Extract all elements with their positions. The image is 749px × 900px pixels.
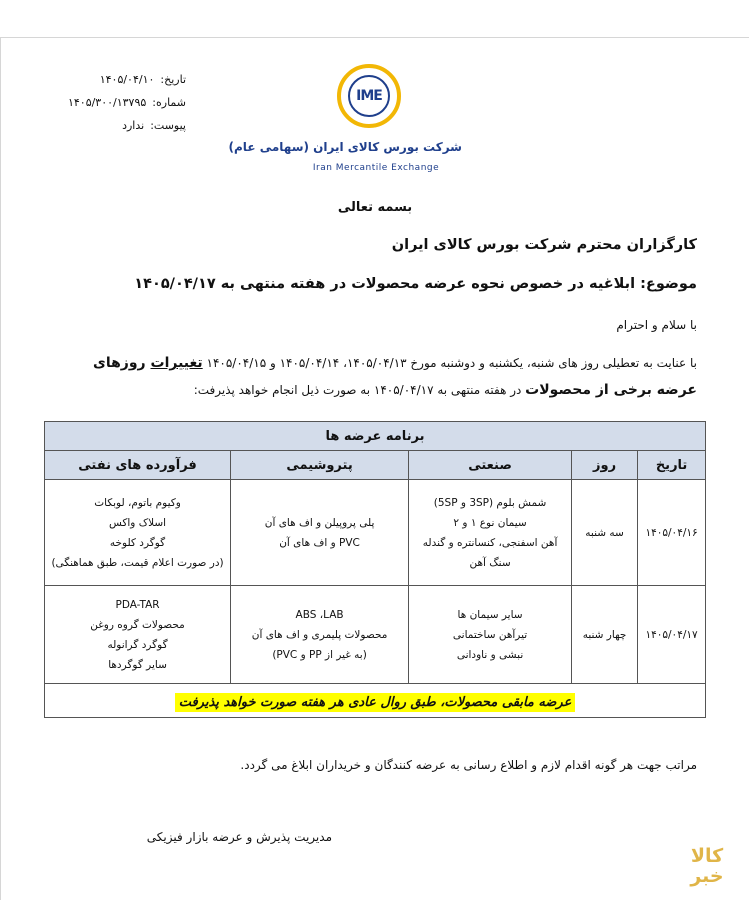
page-border-top	[0, 37, 749, 38]
addressee: کارگزاران محترم شرکت بورس کالای ایران	[391, 237, 697, 253]
list-item: نبشی و ناودانی	[456, 648, 524, 661]
footer-note: عرضه مابقی محصولات، طبق روال عادی هر هفته صورت خواهد پذیرفت	[175, 693, 576, 712]
list-item: سنگ آهن	[469, 556, 511, 569]
row-oil-products	[45, 480, 231, 586]
meta-attachment-label: پیوست:	[150, 119, 186, 132]
table-title: برنامه عرضه ها	[45, 422, 706, 451]
row-petrochemical	[231, 586, 409, 684]
list-item: (به غیر از PP و PVC)	[272, 648, 367, 661]
header-industrial: صنعتی	[409, 451, 572, 480]
row-day: سه شنبه	[572, 480, 638, 586]
greeting: با سلام و احترام	[616, 318, 697, 332]
meta-number-label: شماره:	[152, 96, 186, 109]
row-day: چهار شنبه	[572, 586, 638, 684]
page-border-left	[0, 37, 1, 900]
meta-number	[66, 91, 186, 114]
logo-emblem	[348, 75, 390, 117]
list-item: محصولات پلیمری و اف های آن	[251, 628, 388, 641]
logo-name-en: Iran Mercantile Exchange	[312, 163, 440, 173]
table-header-row	[45, 451, 706, 480]
logo-mark: IME	[356, 88, 382, 104]
meta-date-label: تاریخ:	[160, 73, 186, 86]
offering-schedule-table	[44, 421, 706, 718]
list-item: گوگرد گرانوله	[107, 638, 168, 651]
list-item: شمش بلوم (3SP و 5SP)	[433, 496, 547, 509]
body-part-2: در هفته منتهی به ۱۴۰۵/۰۴/۱۷ به صورت ذیل انجام خواهد پذیرفت:	[193, 383, 526, 397]
header-day: روز	[572, 451, 638, 480]
letter-meta	[66, 68, 186, 137]
logo-ring-icon	[337, 64, 401, 128]
row-petrochemical	[231, 480, 409, 586]
watermark-line-2: خبر	[690, 865, 724, 887]
meta-number-value: ۱۴۰۵/۳۰۰/۱۳۷۹۵	[67, 96, 147, 109]
row-date: ۱۴۰۵/۰۴/۱۶	[638, 480, 706, 586]
list-item: سیمان نوع ۱ و ۲	[453, 516, 527, 529]
body-bold-days: روزهای عرضه برخی از محصولات	[93, 355, 697, 398]
list-item: سایر گوگردها	[108, 658, 167, 671]
meta-attachment	[66, 114, 186, 137]
table-row	[45, 480, 706, 586]
signature: مدیریت پذیرش و عرضه بازار فیزیکی	[146, 830, 332, 844]
list-item: پلی پروپیلن و اف های آن	[264, 516, 375, 529]
row-industrial	[409, 586, 572, 684]
list-item: ABS ،LAB	[295, 608, 344, 621]
table-row	[45, 586, 706, 684]
list-item: (در صورت اعلام قیمت، طبق هماهنگی)	[51, 556, 224, 569]
meta-attachment-value: ندارد	[122, 119, 145, 132]
header-petrochemical: پتروشیمی	[231, 451, 409, 480]
basmala: بسمه تعالی	[337, 200, 413, 215]
table-footer-row	[45, 684, 706, 718]
logo-name-fa: شرکت بورس کالای ایران (سهامی عام)	[228, 140, 462, 154]
row-date: ۱۴۰۵/۰۴/۱۷	[638, 586, 706, 684]
list-item: محصولات گروه روغن	[90, 618, 185, 631]
header-date: تاریخ	[638, 451, 706, 480]
meta-date	[66, 68, 186, 91]
list-item: PVC و اف های آن	[279, 536, 360, 549]
list-item: تیرآهن ساختمانی	[452, 628, 528, 641]
list-item: اسلاک واکس	[108, 516, 167, 529]
table-footer	[45, 684, 706, 718]
row-industrial	[409, 480, 572, 586]
list-item: وکیوم باتوم، لوبکات	[94, 496, 181, 509]
header-oil-products: فرآورده های نفتی	[45, 451, 231, 480]
body-part-1: با عنایت به تعطیلی روز های شنبه، یکشنبه و دوشنبه مورخ ۱۴۰۵/۰۴/۱۳، ۱۴۰۵/۰۴/۱۴ و ۱۴۰۵/۰۴/۱۵	[202, 356, 697, 370]
company-logo	[228, 62, 470, 180]
row-oil-products	[45, 586, 231, 684]
table-title-row	[45, 422, 706, 451]
watermark-logo	[676, 846, 738, 888]
closing-text: مراتب جهت هر گونه اقدام لازم و اطلاع رسانی به عرضه کنندگان و خریداران ابلاغ می گردد.	[240, 758, 697, 772]
watermark-line-1: کالا	[690, 845, 724, 867]
meta-date-value: ۱۴۰۵/۰۴/۱۰	[99, 73, 155, 86]
list-item: آهن اسفنجی، کنسانتره و گندله	[422, 536, 558, 549]
subject-line: موضوع: ابلاغیه در خصوص نحوه عرضه محصولات در هفته منتهی به ۱۴۰۵/۰۴/۱۷	[134, 276, 697, 292]
letter-body	[52, 350, 697, 404]
list-item: گوگرد کلوخه	[109, 536, 166, 549]
body-bold-changes: تغییرات	[150, 355, 203, 371]
list-item: PDA-TAR	[115, 598, 160, 611]
list-item: سایر سیمان ها	[457, 608, 523, 621]
